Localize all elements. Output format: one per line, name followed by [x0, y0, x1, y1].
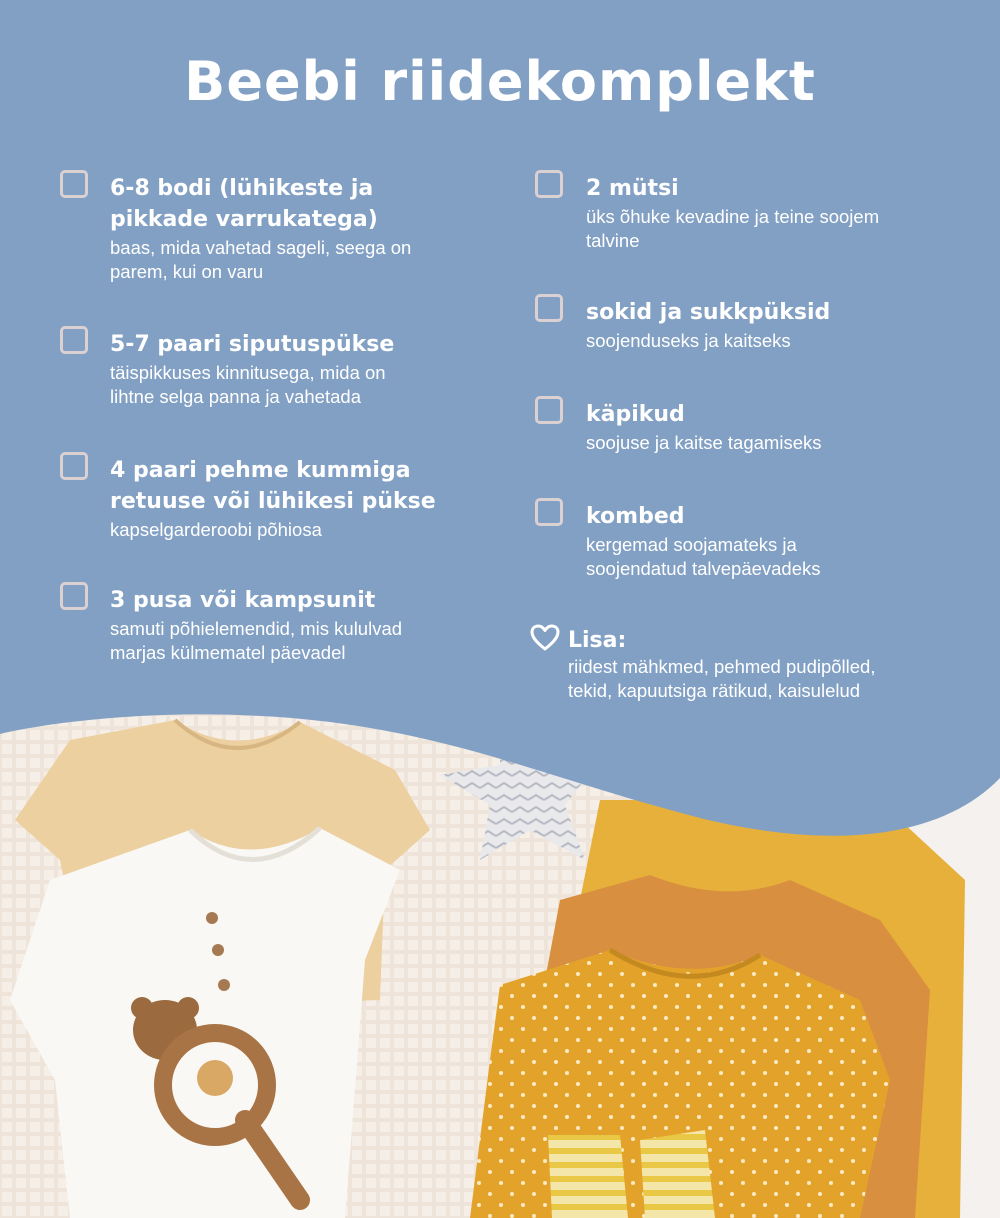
item-desc-line: marjas külmematel päevadel — [110, 642, 346, 663]
item-title-line: 6-8 bodi (lühikeste ja — [110, 176, 374, 201]
item-desc-line: talvine — [586, 230, 640, 251]
checkbox[interactable] — [535, 498, 563, 526]
extra-desc-line: tekid, kapuutsiga rätikud, kaisulelud — [568, 680, 861, 701]
item-title-line: pikkade varrukatega) — [110, 207, 378, 232]
item-title-line: käpikud — [586, 402, 685, 427]
item-desc-line: parem, kui on varu — [110, 261, 264, 282]
extra-title: Lisa: — [568, 628, 627, 653]
item-title-line: retuuse või lühikesi pükse — [110, 489, 436, 514]
heart-outline-icon — [530, 624, 560, 652]
extra-desc-line: riidest mähkmed, pehmed pudipõlled, — [568, 656, 876, 677]
item-desc-line: kapselgarderoobi põhiosa — [110, 519, 322, 540]
item-desc-line: samuti põhielemendid, mis kululvad — [110, 618, 403, 639]
item-title-line: 2 mütsi — [586, 176, 679, 201]
item-desc-line: soojuse ja kaitse tagamiseks — [586, 432, 822, 453]
item-desc-line: lihtne selga panna ja vahetada — [110, 386, 361, 407]
checkbox[interactable] — [60, 170, 88, 198]
checkbox[interactable] — [60, 452, 88, 480]
checkbox[interactable] — [535, 170, 563, 198]
item-title-line: kombed — [586, 504, 685, 529]
checkbox[interactable] — [535, 396, 563, 424]
item-title-line: 3 pusa või kampsunit — [110, 588, 376, 613]
item-desc-line: üks õhuke kevadine ja teine soojem — [586, 206, 880, 227]
checkbox[interactable] — [60, 582, 88, 610]
checkbox[interactable] — [535, 294, 563, 322]
page-title: Beebi riidekomplekt — [184, 50, 816, 113]
item-desc-line: täispikkuses kinnitusega, mida on — [110, 362, 386, 383]
item-desc-line: kergemad soojamateks ja — [586, 534, 797, 555]
item-title-line: 4 paari pehme kummiga — [110, 458, 411, 483]
checkbox[interactable] — [60, 326, 88, 354]
item-desc-line: baas, mida vahetad sageli, seega on — [110, 237, 412, 258]
item-title-line: 5-7 paari siputuspükse — [110, 332, 395, 357]
item-desc-line: soojenduseks ja kaitseks — [586, 330, 791, 351]
item-title-line: sokid ja sukkpüksid — [586, 300, 831, 325]
item-desc-line: soojendatud talvepäevadeks — [586, 558, 821, 579]
